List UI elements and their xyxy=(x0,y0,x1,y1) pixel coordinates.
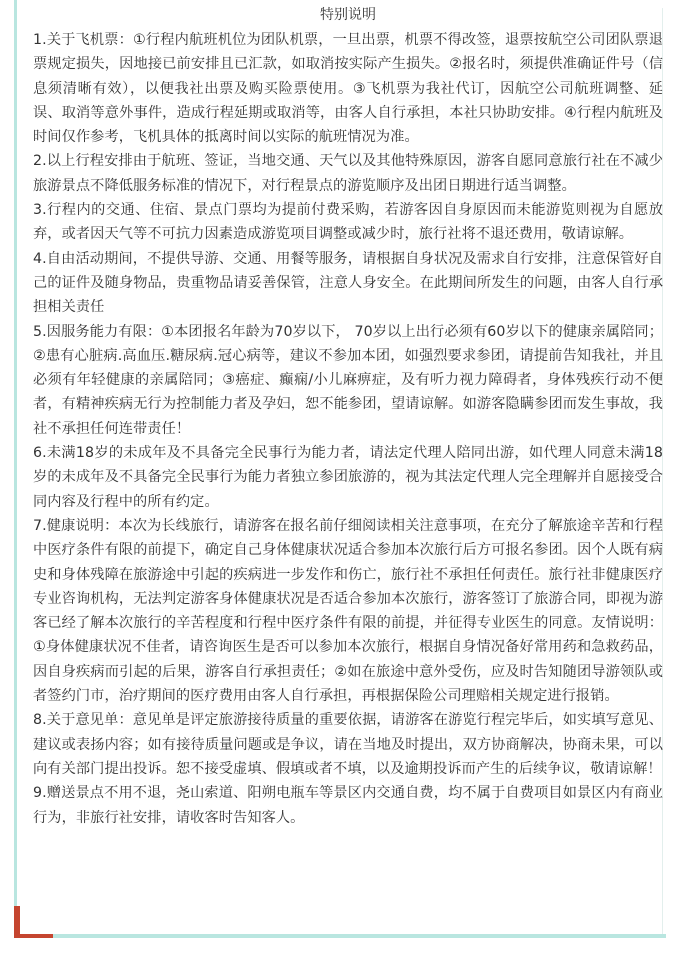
notice-item-prepaid-services: 3.行程内的交通、住宿、景点门票均为提前付费采购，若游客因自身原因而未能游览则视为自愿放弃，或者因天气等不可抗力因素造成游览项目调整或减少时，旅行社将不退还费用，敬请谅解。 xyxy=(33,202,663,243)
accent-corner-stub xyxy=(14,906,20,938)
notice-item-minors: 6.未满18岁的未成年及不具备完全民事行为能力者，请法定代理人陪同出游，如代理人同意未满18岁的未成年及不具备完全民事行为能力者独立参团旅游的，视为其法定代理人完全理解并自愿接受合同内容及行程中的所有约定。 xyxy=(33,445,663,510)
frame-bottom-border xyxy=(53,934,666,938)
notice-item-itinerary-adjustment: 2.以上行程安排由于航班、签证，当地交通、天气以及其他特殊原因，游客自愿同意旅行社在不减少旅游景点不降低服务标准的情况下，对行程景点的游览顺序及出团日期进行适当调整。 xyxy=(33,153,663,194)
notice-item-service-limits: 5.因服务能力有限：①本团报名年龄为70岁以下， 70岁以上出行必须有60岁以下的健康亲属陪同；②患有心脏病.高血压.糖尿病.冠心病等，建议不参加本团，如强烈要求参团，请提前告知我社，并且必须有年轻健康的亲属陪同；③癌症、癫痫/小儿麻痹症，及有听力视力障碍者，身体残疾行动不便者，有精神疾病无行为控制能力者及孕妇，恕不能参团，望请谅解。如游客隐瞒参团而发生事故，我社不承担任何连带责任！ xyxy=(33,323,663,437)
notice-item-feedback-form: 8.关于意见单：意见单是评定旅游接待质量的重要依据，请游客在游览行程完毕后，如实填写意见、建议或表扬内容；如有接待质量问题或是争议，请在当地及时提出，双方协商解决，协商未果，可以向有关部门提出投诉。恕不接受虚填、假填或者不填，以及逾期投诉而产生的后续争议，敬请谅解！ xyxy=(33,712,663,777)
notice-title: 特别说明 xyxy=(320,7,376,23)
notice-item-flight-tickets: 1.关于飞机票：①行程内航班机位为团队机票，一旦出票，机票不得改签，退票按航空公司团队票退票规定损失，因地接已前安排且已汇款，如取消按实际产生损失。②报名时，须提供准确证件号（信息须清晰有效），以便我社出票及购买险票使用。③飞机票为我社代订，因航空公司航班调整、延误、取消等意外事件，造成行程延期或取消等，由客人自行承担，本社只协助安排。④行程内航班及时间仅作参考，飞机具体的抵离时间以实际的航班情况为准。 xyxy=(33,32,663,146)
notice-item-health: 7.健康说明：本次为长线旅行，请游客在报名前仔细阅读相关注意事项，在充分了解旅途辛苦和行程中医疗条件有限的前提下，确定自己身体健康状况适合参加本次旅行后方可报名参团。因个人既有病史和身体残障在旅游途中引起的疾病进一步发作和伤亡，旅行社不承担任何责任。旅行社非健康医疗专业咨询机构，无法判定游客身体健康状况是否适合参加本次旅行，游客签订了旅游合同，即视为游客已经了解本次旅行的辛苦程度和行程中医疗条件有限的前提，并征得专业医生的同意。友情说明：①身体健康状况不佳者，请咨询医生是否可以参加本次旅行，根据自身情况备好常用药和急救药品，因自身疾病而引起的后果，游客自行承担责任；②如在旅途中意外受伤，应及时告知随团导游领队或者签约门市，治疗期间的医疗费用由客人自行承担，再根据保险公司理赔相关规定进行报销。 xyxy=(33,517,663,705)
notice-frame xyxy=(14,0,663,938)
notice-item-complimentary-sights: 9.赠送景点不用不退，尧山索道、阳朔电瓶车等景区内交通自费，均不属于自费项目如景区内有商业行为，非旅行社安排，请收客时告知客人。 xyxy=(33,785,663,826)
notice-content xyxy=(33,4,663,830)
notice-item-free-time: 4.自由活动期间，不提供导游、交通、用餐等服务，请根据自身状况及需求自行安排，注意保管好自己的证件及随身物品，贵重物品请妥善保管，注意人身安全。在此期间所发生的问题，由客人自行承担相关责任 xyxy=(33,250,663,316)
